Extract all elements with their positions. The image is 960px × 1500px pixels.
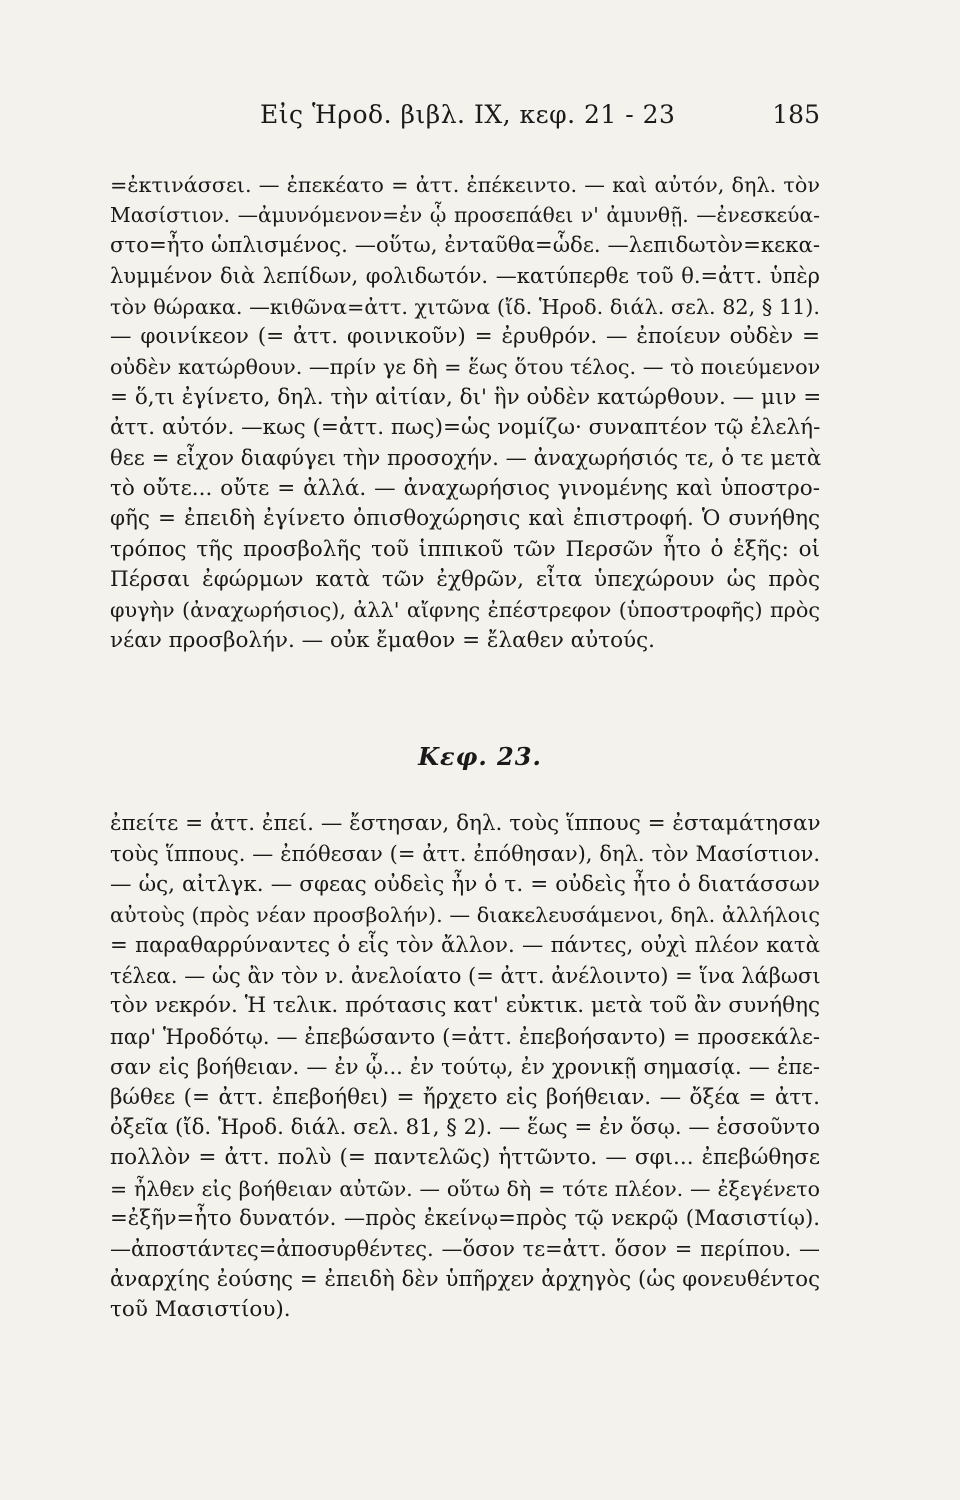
text-line: = ἦλθεν εἰς βοήθειαν αὐτῶν. — οὕτω δὴ = τότε πλέον. — ἐξεγένετο xyxy=(110,1176,820,1201)
text-line: τὸν νεκρόν. Ἡ τελικ. πρότασις κατ' εὐκτικ. μετὰ τοῦ ἂν συνήθης xyxy=(110,993,820,1019)
running-head xyxy=(110,100,820,140)
text-line: = παραθαρρύναντες ὁ εἷς τὸν ἄλλον. — πάντες, οὐχὶ πλέον κατὰ xyxy=(110,932,820,958)
text-line: ἀναρχίης ἐούσης = ἐπειδὴ δὲν ὑπῆρχεν ἀρχηγὸς (ὡς φονευθέντος xyxy=(110,1266,820,1292)
text-line: — ὡς, αἰτλγκ. — σφεας οὐδεὶς ἦν ὁ τ. = οὐδεὶς ἦτο ὁ διατάσσων xyxy=(110,871,820,897)
text-line: =ἐξῆν=ἦτο δυνατόν. —πρὸς ἐκείνῳ=πρὸς τῷ νεκρῷ (Μασιστίῳ). xyxy=(110,1206,820,1232)
text-line: ἐπείτε = ἀττ. ἐπεί. — ἔστησαν, δηλ. τοὺς ἵππους = ἐσταμάτησαν xyxy=(110,811,821,836)
text-line: τρόπος τῆς προσβολῆς τοῦ ἱππικοῦ τῶν Περσῶν ἦτο ὁ ἑξῆς: οἱ xyxy=(110,536,820,562)
chapter-heading: Κεφ. 23. xyxy=(418,742,542,771)
text-line: ὀξεῖα (ἴδ. Ἡροδ. διάλ. σελ. 81, § 2). — ἕως = ἐν ὅσῳ. — ἑσσοῦντο xyxy=(110,1114,820,1140)
text-line: θεε = εἶχον διαφύγει τὴν προσοχήν. — ἀναχωρήσιός τε, ὁ τε μετὰ xyxy=(110,445,822,471)
text-line: Πέρσαι ἐφώρμων κατὰ τῶν ἐχθρῶν, εἶτα ὑπεχώρουν ὡς πρὸς xyxy=(110,567,820,593)
text-line: πολλὸν = ἀττ. πολὺ (= παντελῶς) ἡττῶντο. — σφι... ἐπεβώθησε xyxy=(110,1145,820,1171)
text-line: παρ' Ἡροδότῳ. — ἐπεβώσαντο (=ἀττ. ἐπεβοήσαντο) = προσεκάλε- xyxy=(110,1024,820,1049)
text-line: τοὺς ἵππους. — ἐπόθεσαν (= ἀττ. ἐπόθησαν), δηλ. τὸν Μασίστιον. xyxy=(110,842,820,867)
commentary-chapter-22 xyxy=(110,170,820,656)
text-line: —ἀποστάντες=ἀποσυρθέντες. —ὅσον τε=ἀττ. ὅσον = περίπου. — xyxy=(110,1237,820,1262)
text-line: Μασίστιον. —ἀμυνόμενον=ἐν ᾧ προσεπάθει ν' ἀμυνθῇ. —ἐνεσκεύα- xyxy=(110,203,820,228)
text-line: νέαν προσβολήν. — οὐκ ἔμαθον = ἔλαθεν αὐτούς. xyxy=(110,627,655,653)
running-title: Εἰς Ἡροδ. βιβλ. IX, κεφ. 21 - 23 xyxy=(260,100,676,129)
text-line: λυμμένον διὰ λεπίδων, φολιδωτόν. —κατύπερθε τοῦ θ.=ἀττ. ὑπὲρ xyxy=(110,264,820,289)
text-line: σαν εἰς βοήθειαν. — ἐν ᾧ... ἐν τούτῳ, ἐν χρονικῇ σημασίᾳ. — ἐπε- xyxy=(110,1055,820,1080)
text-line: βώθεε (= ἀττ. ἐπεβοήθει) = ἤρχετο εἰς βοήθειαν. — ὄξέα = ἀττ. xyxy=(110,1084,820,1110)
text-line: ἀττ. αὐτόν. —κως (=ἀττ. πως)=ὡς νομίζω· συναπτέον τῷ ἐλελή- xyxy=(110,415,821,441)
text-line: αὐτοὺς (πρὸς νέαν προσβολήν). — διακελευσάμενοι, δηλ. ἀλλήλοις xyxy=(110,903,820,928)
text-line: φυγὴν (ἀναχωρήσιος), ἀλλ' αἴφνης ἐπέστρεφον (ὑποστροφῆς) πρὸς xyxy=(110,598,820,623)
text-line: τὸν θώρακα. —κιθῶνα=ἀττ. χιτῶνα (ἴδ. Ἡροδ. διάλ. σελ. 82, § 11). xyxy=(110,294,820,319)
text-line: τοῦ Μασιστίου). xyxy=(110,1297,291,1323)
text-line: — φοινίκεον (= ἀττ. φοινικοῦν) = ἐρυθρόν. — ἐποίευν οὐδὲν = xyxy=(110,323,820,349)
page-number: 185 xyxy=(772,100,820,129)
text-line: =ἐκτινάσσει. — ἐπεκέατο = ἀττ. ἐπέκειντο. — καὶ αὐτόν, δηλ. τὸν xyxy=(110,173,820,197)
text-line: τὸ οὔτε... οὔτε = ἀλλά. — ἀναχωρήσιος γινομένης καὶ ὑποστρο- xyxy=(110,475,820,501)
text-line: φῆς = ἐπειδὴ ἐγίνετο ὀπισθοχώρησις καὶ ἐπιστροφή. Ὁ συνήθης xyxy=(110,506,820,532)
commentary-chapter-23 xyxy=(110,809,820,1326)
text-line: στο=ἦτο ὡπλισμένος. —οὕτω, ἐνταῦθα=ὧδε. —λεπιδωτὸν=κεκα- xyxy=(110,232,820,258)
text-line: οὐδὲν κατώρθουν. —πρίν γε δὴ = ἕως ὅτου τέλος. — τὸ ποιεύμενον xyxy=(110,355,821,380)
text-line: = ὅ,τι ἐγίνετο, δηλ. τὴν αἰτίαν, δι' ἣν οὐδὲν κατώρθουν. — μιν = xyxy=(110,384,822,410)
text-line: τέλεα. — ὡς ἂν τὸν ν. ἀνελοίατο (= ἀττ. ἀνέλοιντο) = ἵνα λάβωσι xyxy=(110,963,821,988)
